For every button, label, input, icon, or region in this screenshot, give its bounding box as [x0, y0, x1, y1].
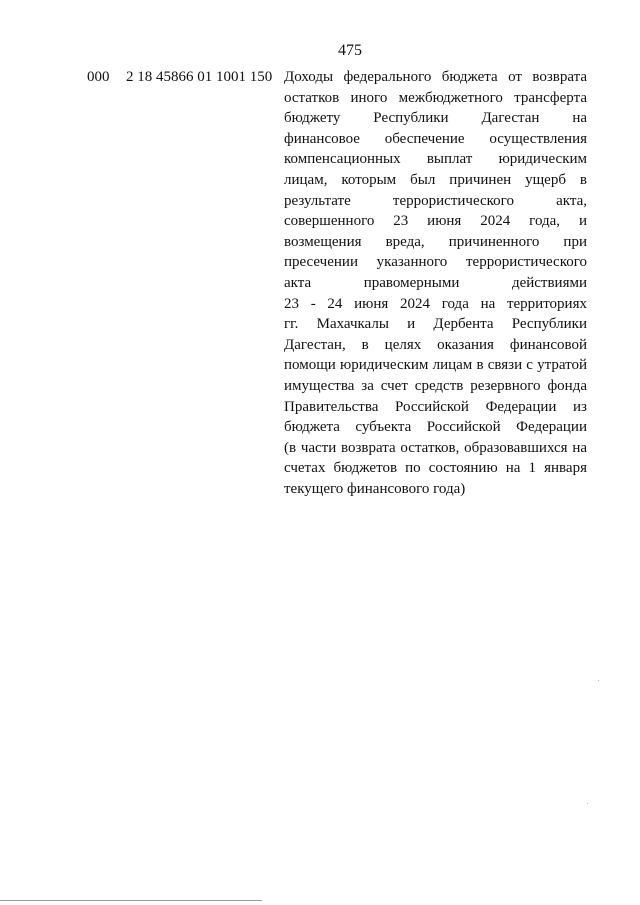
description-line: акта правомерными действиями — [284, 274, 587, 291]
scan-speck — [587, 803, 588, 804]
description-line: компенсационных выплат юридическим — [284, 151, 587, 168]
description-line: бюджета субъекта Российской Федерации — [284, 419, 587, 436]
budget-classification-code: 2 18 45866 01 1001 150 — [126, 69, 273, 85]
description-line: гг. Махачкалы и Дербента Республики — [284, 316, 587, 333]
admin-code: 000 — [87, 69, 110, 85]
description-line: имущества за счет средств резервного фонда — [284, 377, 587, 394]
description-line: Доходы федерального бюджета от возврата — [284, 69, 587, 85]
description-line: финансовое обеспечение осуществления — [284, 130, 587, 147]
description-line: результате террористического акта, — [284, 192, 587, 209]
page-number: 475 — [338, 42, 362, 59]
description-line: бюджету Республики Дагестан на — [284, 110, 587, 127]
description-line: остатков иного межбюджетного трансферта — [284, 89, 587, 106]
description-line: 23 - 24 июня 2024 года на территориях — [284, 295, 587, 312]
scan-speck — [598, 680, 599, 681]
description-line: возмещения вреда, причиненного при — [284, 233, 587, 250]
description-line: текущего финансового года) — [284, 480, 466, 497]
description-line: совершенного 23 июня 2024 года, и — [284, 213, 587, 230]
description-line: (в части возврата остатков, образовавшихся на — [284, 439, 587, 456]
description-line: Правительства Российской Федерации из — [284, 398, 587, 415]
description-line: помощи юридическим лицам в связи с утратой — [284, 357, 587, 374]
footer-rule — [0, 900, 262, 901]
description-line: пресечении указанного террористического — [284, 254, 587, 271]
description-line: лицам, которым был причинен ущерб в — [284, 171, 587, 188]
description-line: счетах бюджетов по состоянию на 1 января — [284, 460, 587, 477]
income-description — [284, 67, 587, 499]
description-line: Дагестан, в целях оказания финансовой — [284, 336, 587, 353]
